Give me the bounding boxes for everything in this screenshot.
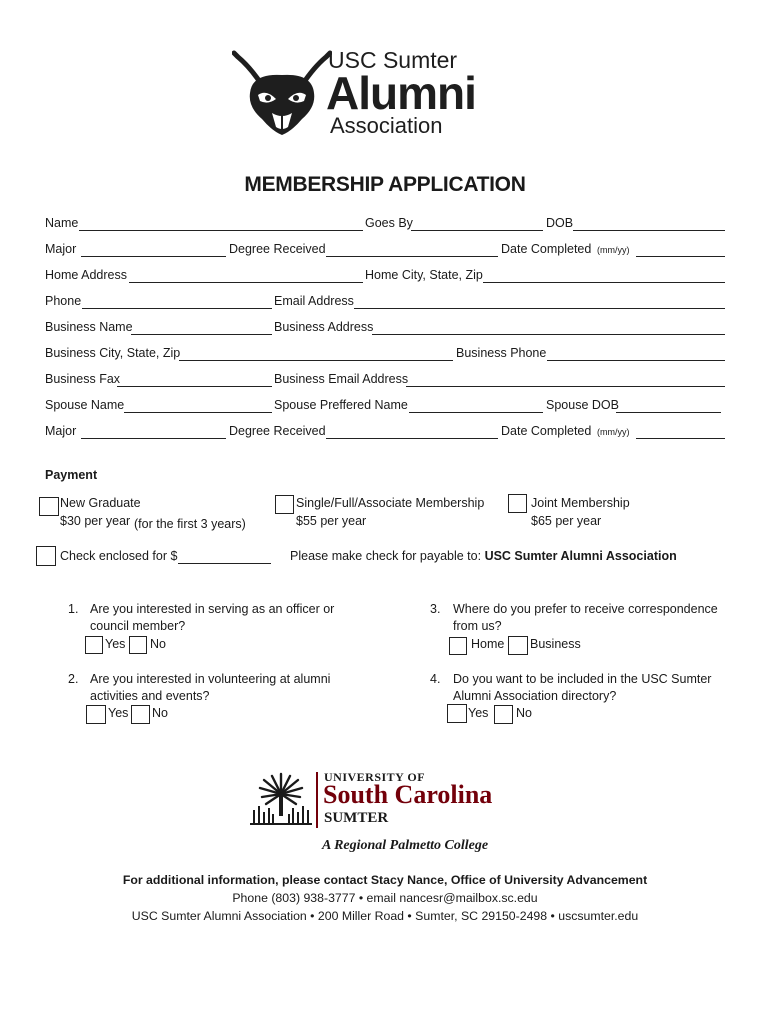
q2-no-label: No xyxy=(152,706,168,720)
business-city-field[interactable] xyxy=(179,346,453,361)
question-3-text-line2: from us? xyxy=(453,619,502,633)
footer-address-line: USC Sumter Alumni Association • 200 Miller Road • Sumter, SC 29150-2498 • uscsumter.edu xyxy=(131,909,639,923)
question-1-text-line2: council member? xyxy=(90,619,186,633)
south-carolina-text: South Carolina xyxy=(323,780,493,809)
spouse-degree-label: Degree Received xyxy=(229,424,326,438)
q3-business-checkbox[interactable] xyxy=(508,636,528,655)
degree-received-field[interactable] xyxy=(326,242,498,257)
q1-yes-checkbox[interactable] xyxy=(85,636,103,654)
footer-phone-line: Phone (803) 938-3777 • email nancesr@mailbox.sc.edu xyxy=(232,891,538,905)
joint-membership-checkbox[interactable] xyxy=(508,494,527,513)
q4-no-checkbox[interactable] xyxy=(494,705,513,724)
new-graduate-price: $30 per year xyxy=(60,514,131,528)
home-address-field[interactable] xyxy=(129,268,363,283)
regional-tagline: A Regional Palmetto College xyxy=(322,838,489,853)
question-2-number: 2. xyxy=(68,672,79,686)
business-city-label: Business City, State, Zip xyxy=(45,346,181,360)
business-phone-field[interactable] xyxy=(547,346,725,361)
dob-field[interactable] xyxy=(573,216,725,231)
date-completed-label: Date Completed xyxy=(501,242,592,256)
q1-no-checkbox[interactable] xyxy=(129,636,147,654)
logo-line-association: Association xyxy=(330,113,443,138)
spouse-major-label: Major xyxy=(45,424,77,438)
palmetto-tree-icon xyxy=(250,770,312,830)
home-city-field[interactable] xyxy=(483,268,725,283)
question-4-number: 4. xyxy=(430,672,441,686)
email-field[interactable] xyxy=(354,294,725,309)
page-title: MEMBERSHIP APPLICATION xyxy=(244,173,526,196)
email-label: Email Address xyxy=(274,294,354,308)
single-membership-price: $55 per year xyxy=(296,514,367,528)
question-2 xyxy=(68,671,368,705)
business-fax-label: Business Fax xyxy=(45,372,121,386)
joint-membership-price: $65 per year xyxy=(531,514,602,528)
spouse-date-completed-label: Date Completed xyxy=(501,424,592,438)
major-label: Major xyxy=(45,242,77,256)
spouse-major-field[interactable] xyxy=(81,424,226,439)
university-logo xyxy=(250,768,510,858)
business-email-label: Business Email Address xyxy=(274,372,409,386)
date-completed-field[interactable] xyxy=(636,242,725,257)
date-format-label: (mm/yy) xyxy=(597,245,630,255)
gamecock-mascot-icon xyxy=(232,45,332,140)
spouse-preferred-label: Spouse Preffered Name xyxy=(274,398,408,412)
dob-label: DOB xyxy=(546,216,574,230)
check-amount-field[interactable] xyxy=(178,549,271,564)
spouse-dob-field[interactable] xyxy=(616,398,721,413)
spouse-name-field[interactable] xyxy=(124,398,272,413)
question-1-number: 1. xyxy=(68,602,79,616)
form-row-business-fax xyxy=(45,372,725,392)
university-of-text: UNIVERSITY OF xyxy=(324,770,426,784)
goes-by-field[interactable] xyxy=(411,216,543,231)
sumter-text: SUMTER xyxy=(324,810,389,826)
spouse-dob-label: Spouse DOB xyxy=(546,398,619,412)
question-2-text-line2: activities and events? xyxy=(90,689,210,703)
spouse-degree-field[interactable] xyxy=(326,424,498,439)
payable-text xyxy=(290,549,677,563)
q4-no-label: No xyxy=(516,706,532,720)
single-membership-checkbox[interactable] xyxy=(275,495,294,514)
check-enclosed-label: Check enclosed for $ xyxy=(60,549,178,563)
form-row-home-address xyxy=(45,268,725,288)
phone-field[interactable] xyxy=(82,294,272,309)
home-city-label: Home City, State, Zip xyxy=(365,268,483,282)
q2-no-checkbox[interactable] xyxy=(131,705,150,724)
payable-instruction: Please make check for payable to: xyxy=(290,549,482,563)
business-name-field[interactable] xyxy=(131,320,272,335)
business-phone-label: Business Phone xyxy=(456,346,547,360)
business-email-field[interactable] xyxy=(406,372,725,387)
q2-yes-label: Yes xyxy=(108,706,129,720)
question-4-text-line2: Alumni Association directory? xyxy=(453,689,617,703)
name-label: Name xyxy=(45,216,79,230)
spouse-date-format-label: (mm/yy) xyxy=(597,427,630,437)
business-fax-field[interactable] xyxy=(117,372,272,387)
check-enclosed-checkbox[interactable] xyxy=(36,546,56,566)
alumni-logo xyxy=(232,45,542,145)
new-graduate-label: New Graduate xyxy=(60,496,141,510)
goes-by-label: Goes By xyxy=(365,216,413,230)
single-membership-label: Single/Full/Associate Membership xyxy=(296,496,485,510)
q1-no-label: No xyxy=(150,637,166,651)
new-graduate-note: (for the first 3 years) xyxy=(134,517,246,531)
payable-to-name: USC Sumter Alumni Association xyxy=(484,549,677,563)
logo-line-usc-sumter: USC Sumter xyxy=(328,47,458,73)
business-name-label: Business Name xyxy=(45,320,133,334)
logo-divider xyxy=(316,772,318,828)
new-graduate-checkbox[interactable] xyxy=(39,497,59,516)
q3-home-label: Home xyxy=(471,637,505,651)
q4-yes-checkbox[interactable] xyxy=(447,704,467,723)
q1-yes-label: Yes xyxy=(105,637,126,651)
form-row-major xyxy=(45,242,725,262)
name-field[interactable] xyxy=(79,216,363,231)
phone-label: Phone xyxy=(45,294,82,308)
q4-yes-label: Yes xyxy=(468,706,489,720)
form-row-spouse-major xyxy=(45,424,725,444)
footer-contact-line: For additional information, please contact Stacy Nance, Office of University Advancement xyxy=(122,873,648,887)
footer xyxy=(0,871,770,925)
home-address-label: Home Address xyxy=(45,268,127,282)
question-1-text-line1: Are you interested in serving as an officer or xyxy=(90,602,335,616)
q2-yes-checkbox[interactable] xyxy=(86,705,106,724)
question-4-text-line1: Do you want to be included in the USC Sumter xyxy=(453,672,712,686)
q3-business-label: Business xyxy=(530,637,581,651)
question-4 xyxy=(430,671,750,705)
form-row-spouse xyxy=(45,398,725,418)
logo-line-alumni: Alumni xyxy=(326,67,476,119)
form-row-business-name xyxy=(45,320,725,340)
business-address-label: Business Address xyxy=(274,320,374,334)
form-row-phone xyxy=(45,294,725,314)
form-row-name xyxy=(45,216,725,236)
question-2-text-line1: Are you interested in volunteering at alumni xyxy=(90,672,331,686)
spouse-preferred-field[interactable] xyxy=(409,398,543,413)
question-3-text-line1: Where do you prefer to receive correspondence xyxy=(453,602,718,616)
business-address-field[interactable] xyxy=(372,320,725,335)
spouse-name-label: Spouse Name xyxy=(45,398,125,412)
question-3-number: 3. xyxy=(430,602,441,616)
payment-heading: Payment xyxy=(45,468,98,482)
spouse-date-completed-field[interactable] xyxy=(636,424,725,439)
major-field[interactable] xyxy=(81,242,226,257)
joint-membership-label: Joint Membership xyxy=(531,496,630,510)
question-1 xyxy=(68,601,368,635)
form-row-business-city xyxy=(45,346,725,366)
question-3 xyxy=(430,601,750,635)
degree-received-label: Degree Received xyxy=(229,242,326,256)
q3-home-checkbox[interactable] xyxy=(449,637,467,655)
